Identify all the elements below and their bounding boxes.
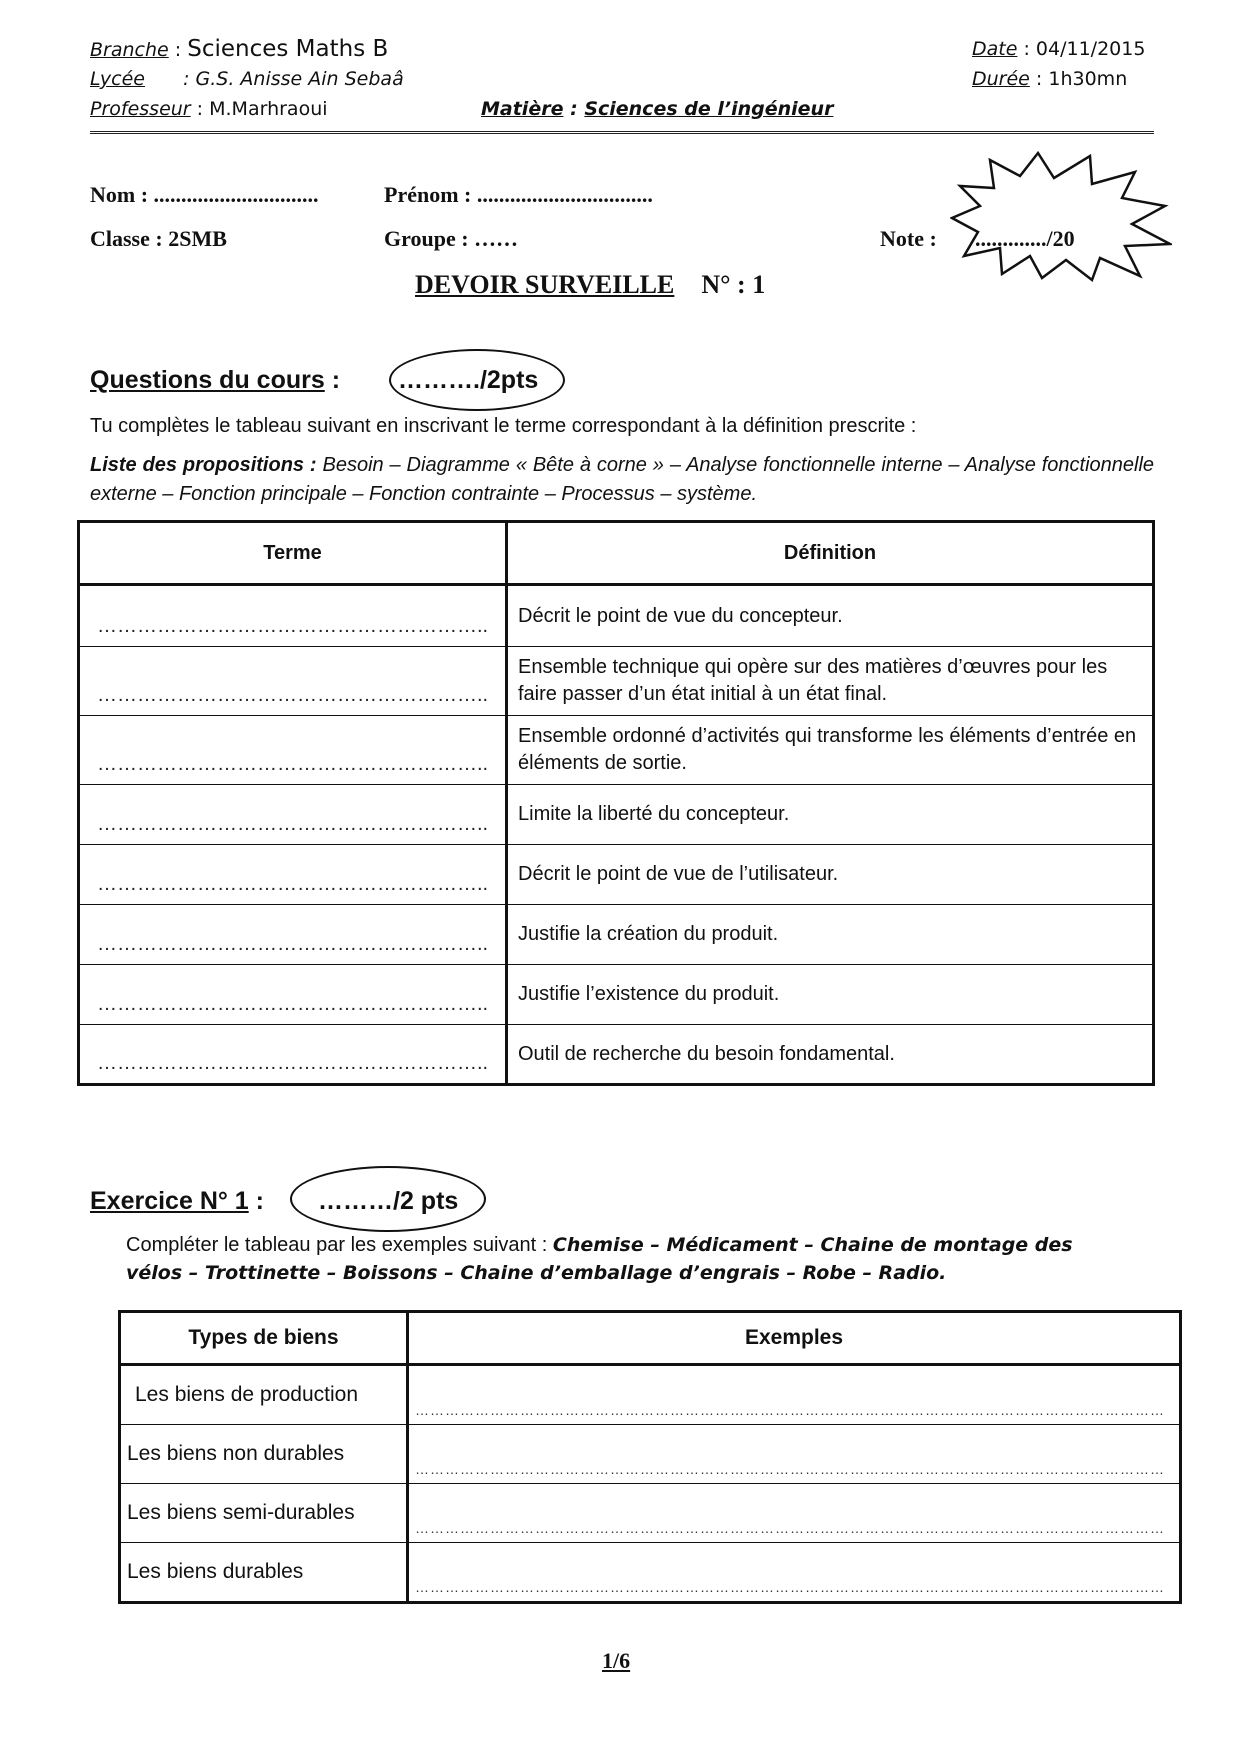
prof-label: Professeur <box>90 98 191 120</box>
prenom-field: Prénom : ................................ <box>384 182 653 207</box>
section1-colon: : <box>331 366 341 394</box>
date-value: 04/11/2015 <box>1035 38 1146 60</box>
bien-type: Les biens de production <box>120 1365 408 1425</box>
definition-text: Justifie l’existence du produit. <box>507 965 1154 1025</box>
section2-examples-line1: Chemise – Médicament – Chaine de montage des <box>552 1234 1073 1256</box>
matiere-value: Sciences de l’ingénieur <box>584 98 834 120</box>
table-row <box>79 647 1154 716</box>
definition-text: Limite la liberté du concepteur. <box>507 785 1154 845</box>
term-blank[interactable]: ………………………………………………….. <box>79 716 507 785</box>
duree-value: 1h30mn <box>1048 68 1128 90</box>
table-row <box>79 585 1154 647</box>
note-value: ............./20 <box>975 226 1075 251</box>
section1-heading: Questions du cours <box>90 366 325 394</box>
example-blank[interactable]: …………………………………………………………………………………………………………………………………… <box>408 1365 1181 1425</box>
lycee-value: : G.S. Anisse Ain Sebaâ <box>183 68 404 90</box>
section2-examples-line2: vélos – Trottinette – Boissons – Chaine d’emballage d’engrais – Robe – Radio. <box>126 1262 947 1284</box>
bien-type: Les biens non durables <box>120 1425 408 1484</box>
header-matiere: Matière : Sciences de l’ingénieur <box>481 98 834 120</box>
exam-title <box>415 270 765 300</box>
section2-colon: : <box>255 1187 264 1215</box>
section1-instruction: Tu complètes le tableau suivant en inscrivant le terme correspondant à la définition prescrite : <box>90 415 917 437</box>
example-blank[interactable]: …………………………………………………………………………………………………………………………………… <box>408 1484 1181 1543</box>
definition-text: Ensemble technique qui opère sur des matières d’œuvres pour les faire passer d’un état initial à un état final. <box>507 647 1154 716</box>
table-row <box>120 1425 1181 1484</box>
exam-number: N° : 1 <box>701 270 766 299</box>
example-blank[interactable]: …………………………………………………………………………………………………………………………………… <box>408 1543 1181 1603</box>
header-definition: Définition <box>507 522 1154 585</box>
section2-instruction-prefix: Compléter le tableau par les exemples suivant : <box>126 1234 548 1256</box>
classe-field: Classe : 2SMB <box>90 226 227 251</box>
header-branch: Branche : Sciences Maths B <box>90 36 389 62</box>
definition-text: Décrit le point de vue du concepteur. <box>507 585 1154 647</box>
section1-points: ………./2pts <box>398 366 539 394</box>
prof-value: M.Marhraoui <box>209 98 328 120</box>
bien-type: Les biens durables <box>120 1543 408 1603</box>
branch-value: Sciences Maths B <box>187 36 389 62</box>
table-row <box>79 1025 1154 1085</box>
definition-text: Ensemble ordonné d’activités qui transforme les éléments d’entrée en éléments de sortie. <box>507 716 1154 785</box>
branch-label: Branche <box>90 39 169 61</box>
matiere-label: Matière <box>481 98 564 120</box>
term-blank[interactable]: ………………………………………………….. <box>79 845 507 905</box>
table-row <box>120 1543 1181 1603</box>
exam-title-main: DEVOIR SURVEILLE <box>415 270 675 299</box>
header-prof: Professeur : M.Marhraoui <box>90 98 328 120</box>
section1-heading-row <box>90 366 340 395</box>
term-blank[interactable]: ………………………………………………….. <box>79 785 507 845</box>
example-blank[interactable]: …………………………………………………………………………………………………………………………………… <box>408 1425 1181 1484</box>
duree-label: Durée <box>972 68 1030 90</box>
table-row <box>79 785 1154 845</box>
definition-text: Justifie la création du produit. <box>507 905 1154 965</box>
header-lycee <box>90 68 404 90</box>
section2-heading: Exercice N° 1 <box>90 1187 249 1215</box>
table-row <box>120 1365 1181 1425</box>
section1-propositions <box>90 451 1154 509</box>
groupe-field: Groupe : …… <box>384 226 519 251</box>
definition-text: Décrit le point de vue de l’utilisateur. <box>507 845 1154 905</box>
date-label: Date <box>972 38 1018 60</box>
note-label: Note : <box>880 226 937 251</box>
table-row <box>120 1484 1181 1543</box>
table-row <box>79 716 1154 785</box>
table-row <box>79 965 1154 1025</box>
header-exemples: Exemples <box>408 1312 1181 1365</box>
header-terme: Terme <box>79 522 507 585</box>
term-blank[interactable]: ………………………………………………….. <box>79 965 507 1025</box>
term-blank[interactable]: ………………………………………………….. <box>79 905 507 965</box>
biens-header-row <box>120 1312 1181 1365</box>
term-blank[interactable]: ………………………………………………….. <box>79 1025 507 1085</box>
note-starburst-icon <box>950 148 1172 283</box>
lycee-label: Lycée <box>90 68 145 90</box>
section2-points: ………/2 pts <box>318 1187 459 1215</box>
propositions-text: Besoin – Diagramme « Bête à corne » – Analyse fonctionnelle interne – Analyse fonctionnelle externe – Fonction principale – Fonction contrainte – Processus – système. <box>90 454 1155 505</box>
propositions-label: Liste des propositions : <box>90 454 317 476</box>
header-divider <box>90 131 1154 134</box>
header-types-de-biens: Types de biens <box>120 1312 408 1365</box>
section2-heading-row <box>90 1187 264 1216</box>
biens-table <box>118 1310 1182 1604</box>
definition-text: Outil de recherche du besoin fondamental. <box>507 1025 1154 1085</box>
page-number: 1/6 <box>602 1648 631 1673</box>
header-date: Date : 04/11/2015 <box>972 38 1146 60</box>
section2-instruction <box>126 1234 1073 1257</box>
bien-type: Les biens semi-durables <box>120 1484 408 1543</box>
definitions-header-row <box>79 522 1154 585</box>
definitions-table <box>77 520 1155 1086</box>
term-blank[interactable]: ………………………………………………….. <box>79 647 507 716</box>
nom-field: Nom : .............................. <box>90 182 319 207</box>
table-row <box>79 905 1154 965</box>
table-row <box>79 845 1154 905</box>
header-duree: Durée : 1h30mn <box>972 68 1128 90</box>
term-blank[interactable]: ………………………………………………….. <box>79 585 507 647</box>
